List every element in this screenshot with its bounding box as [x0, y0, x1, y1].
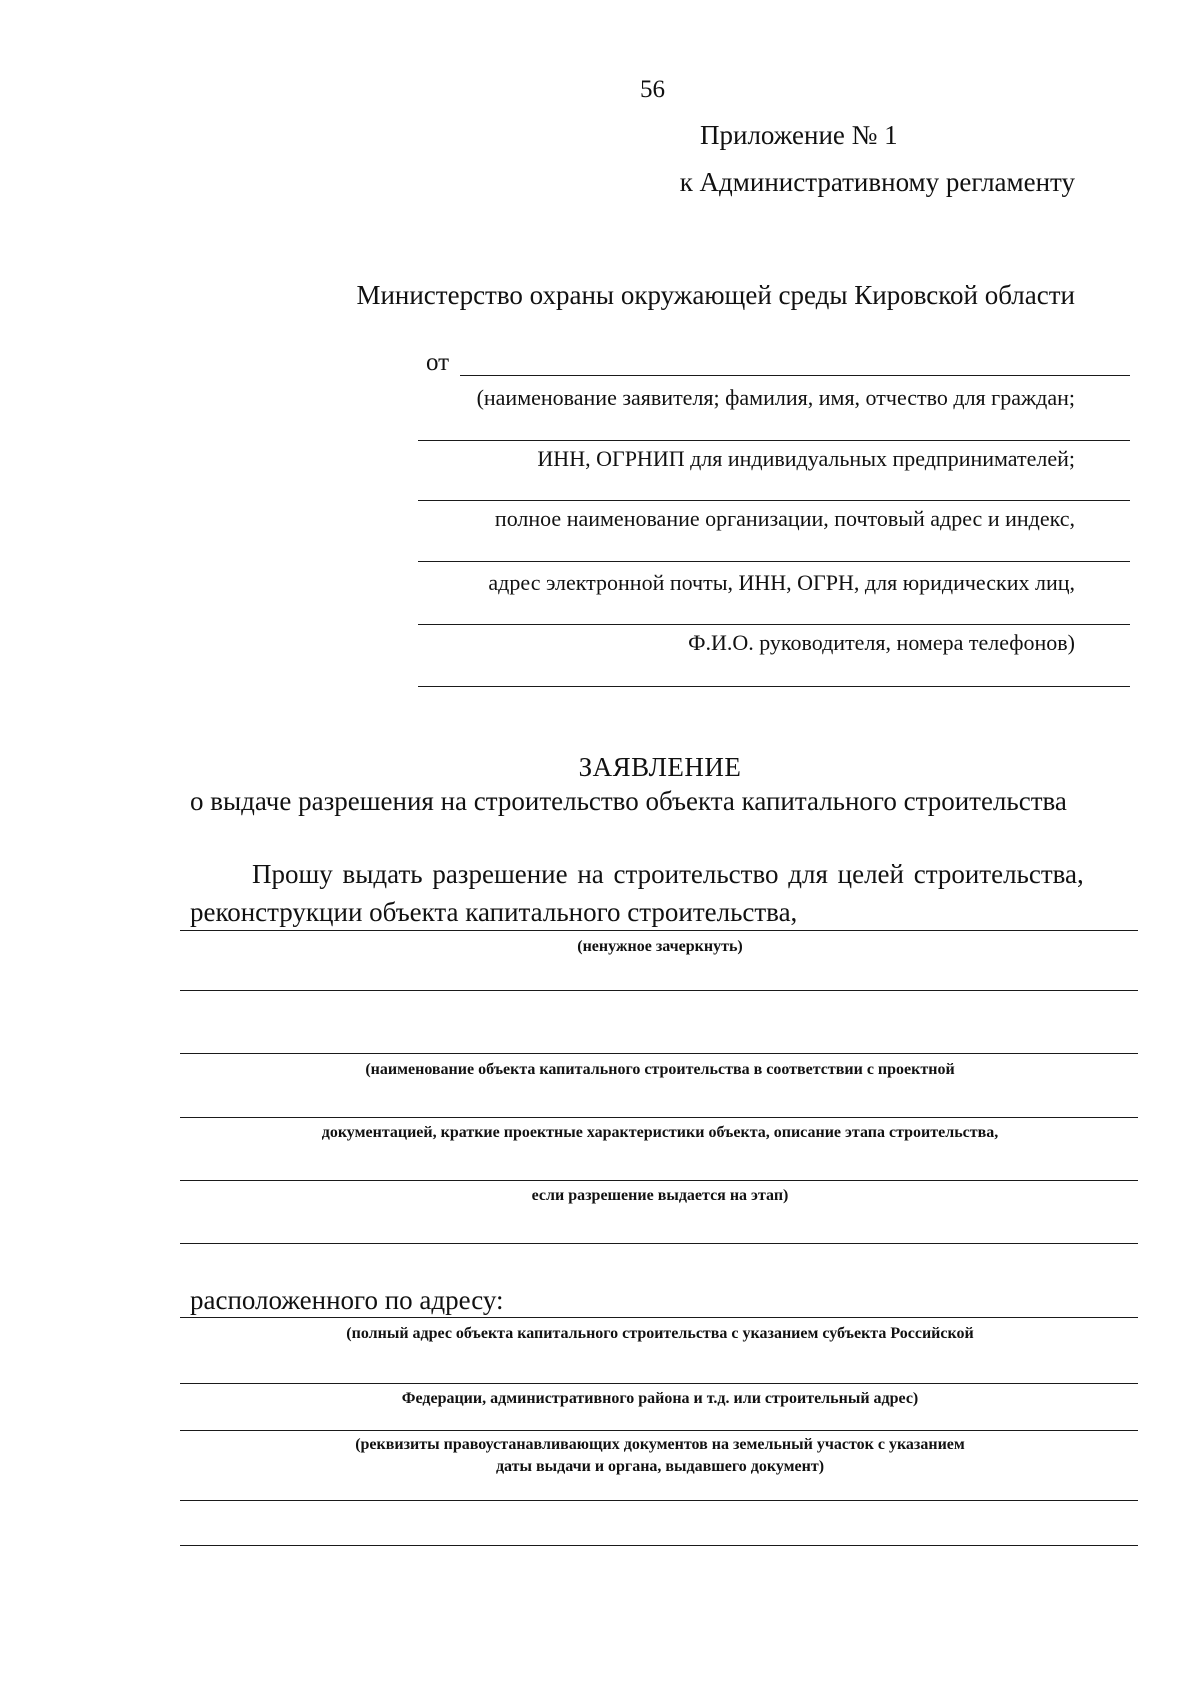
- object-field-line[interactable]: [180, 1243, 1138, 1244]
- land-docs-hint: даты выдачи и органа, выдавшего документ): [495, 1458, 825, 1475]
- applicant-field-line[interactable]: [418, 561, 1130, 562]
- from-label: от: [426, 349, 450, 376]
- applicant-hint: адрес электронной почты, ИНН, ОГРН, для юридических лиц,: [488, 570, 1075, 595]
- object-field-line[interactable]: [180, 990, 1138, 991]
- land-docs-field-line[interactable]: [180, 1430, 1138, 1431]
- applicant-field-line[interactable]: [418, 440, 1130, 441]
- object-hint: документацией, краткие проектные характеристики объекта, описание этапа строительства,: [321, 1124, 999, 1141]
- request-paragraph-line-2: реконструкции объекта капитального строительства,: [190, 897, 798, 927]
- address-field-line[interactable]: [180, 1383, 1138, 1384]
- land-docs-hint: (реквизиты правоустанавливающих документов на земельный участок с указанием: [355, 1436, 965, 1453]
- applicant-field-line[interactable]: [418, 686, 1130, 687]
- document-title: ЗАЯВЛЕНИЕ: [578, 752, 742, 782]
- land-docs-field-line[interactable]: [180, 1500, 1138, 1501]
- object-field-line[interactable]: [180, 1180, 1138, 1181]
- applicant-hint: (наименование заявителя; фамилия, имя, отчество для граждан;: [476, 385, 1075, 410]
- applicant-hint: ИНН, ОГРНИП для индивидуальных предпринимателей;: [537, 446, 1075, 471]
- ministry-name: Министерство охраны окружающей среды Кировской области: [356, 280, 1075, 310]
- applicant-hint: полное наименование организации, почтовый адрес и индекс,: [494, 506, 1075, 531]
- address-hint: (полный адрес объекта капитального строительства с указанием субъекта Российской: [346, 1325, 974, 1342]
- applicant-field-line[interactable]: [418, 500, 1130, 501]
- address-field-line[interactable]: [180, 1317, 1138, 1318]
- object-field-line[interactable]: [180, 1053, 1138, 1054]
- object-field-line[interactable]: [180, 1117, 1138, 1118]
- object-field-line[interactable]: [180, 930, 1138, 931]
- appendix-reference: к Административному регламенту: [679, 167, 1075, 197]
- address-hint: Федерации, административного района и т.д. или строительный адрес): [401, 1390, 919, 1407]
- object-hint: если разрешение выдается на этап): [531, 1187, 789, 1204]
- address-label: расположенного по адресу:: [190, 1285, 504, 1315]
- land-docs-field-line[interactable]: [180, 1545, 1138, 1546]
- applicant-hint: Ф.И.О. руководителя, номера телефонов): [688, 630, 1075, 655]
- document-subtitle: о выдаче разрешения на строительство объекта капитального строительства: [190, 786, 1067, 816]
- applicant-field-line[interactable]: [418, 624, 1130, 625]
- request-paragraph-line-1: Прошу выдать разрешение на строительство для целей строительства,: [252, 859, 1084, 889]
- object-hint: (наименование объекта капитального строительства в соответствии с проектной: [365, 1061, 955, 1078]
- appendix-number: Приложение № 1: [700, 120, 898, 150]
- page-number: 56: [640, 76, 665, 103]
- applicant-field-line[interactable]: [460, 375, 1130, 376]
- strike-hint: (ненужное зачеркнуть): [577, 938, 743, 955]
